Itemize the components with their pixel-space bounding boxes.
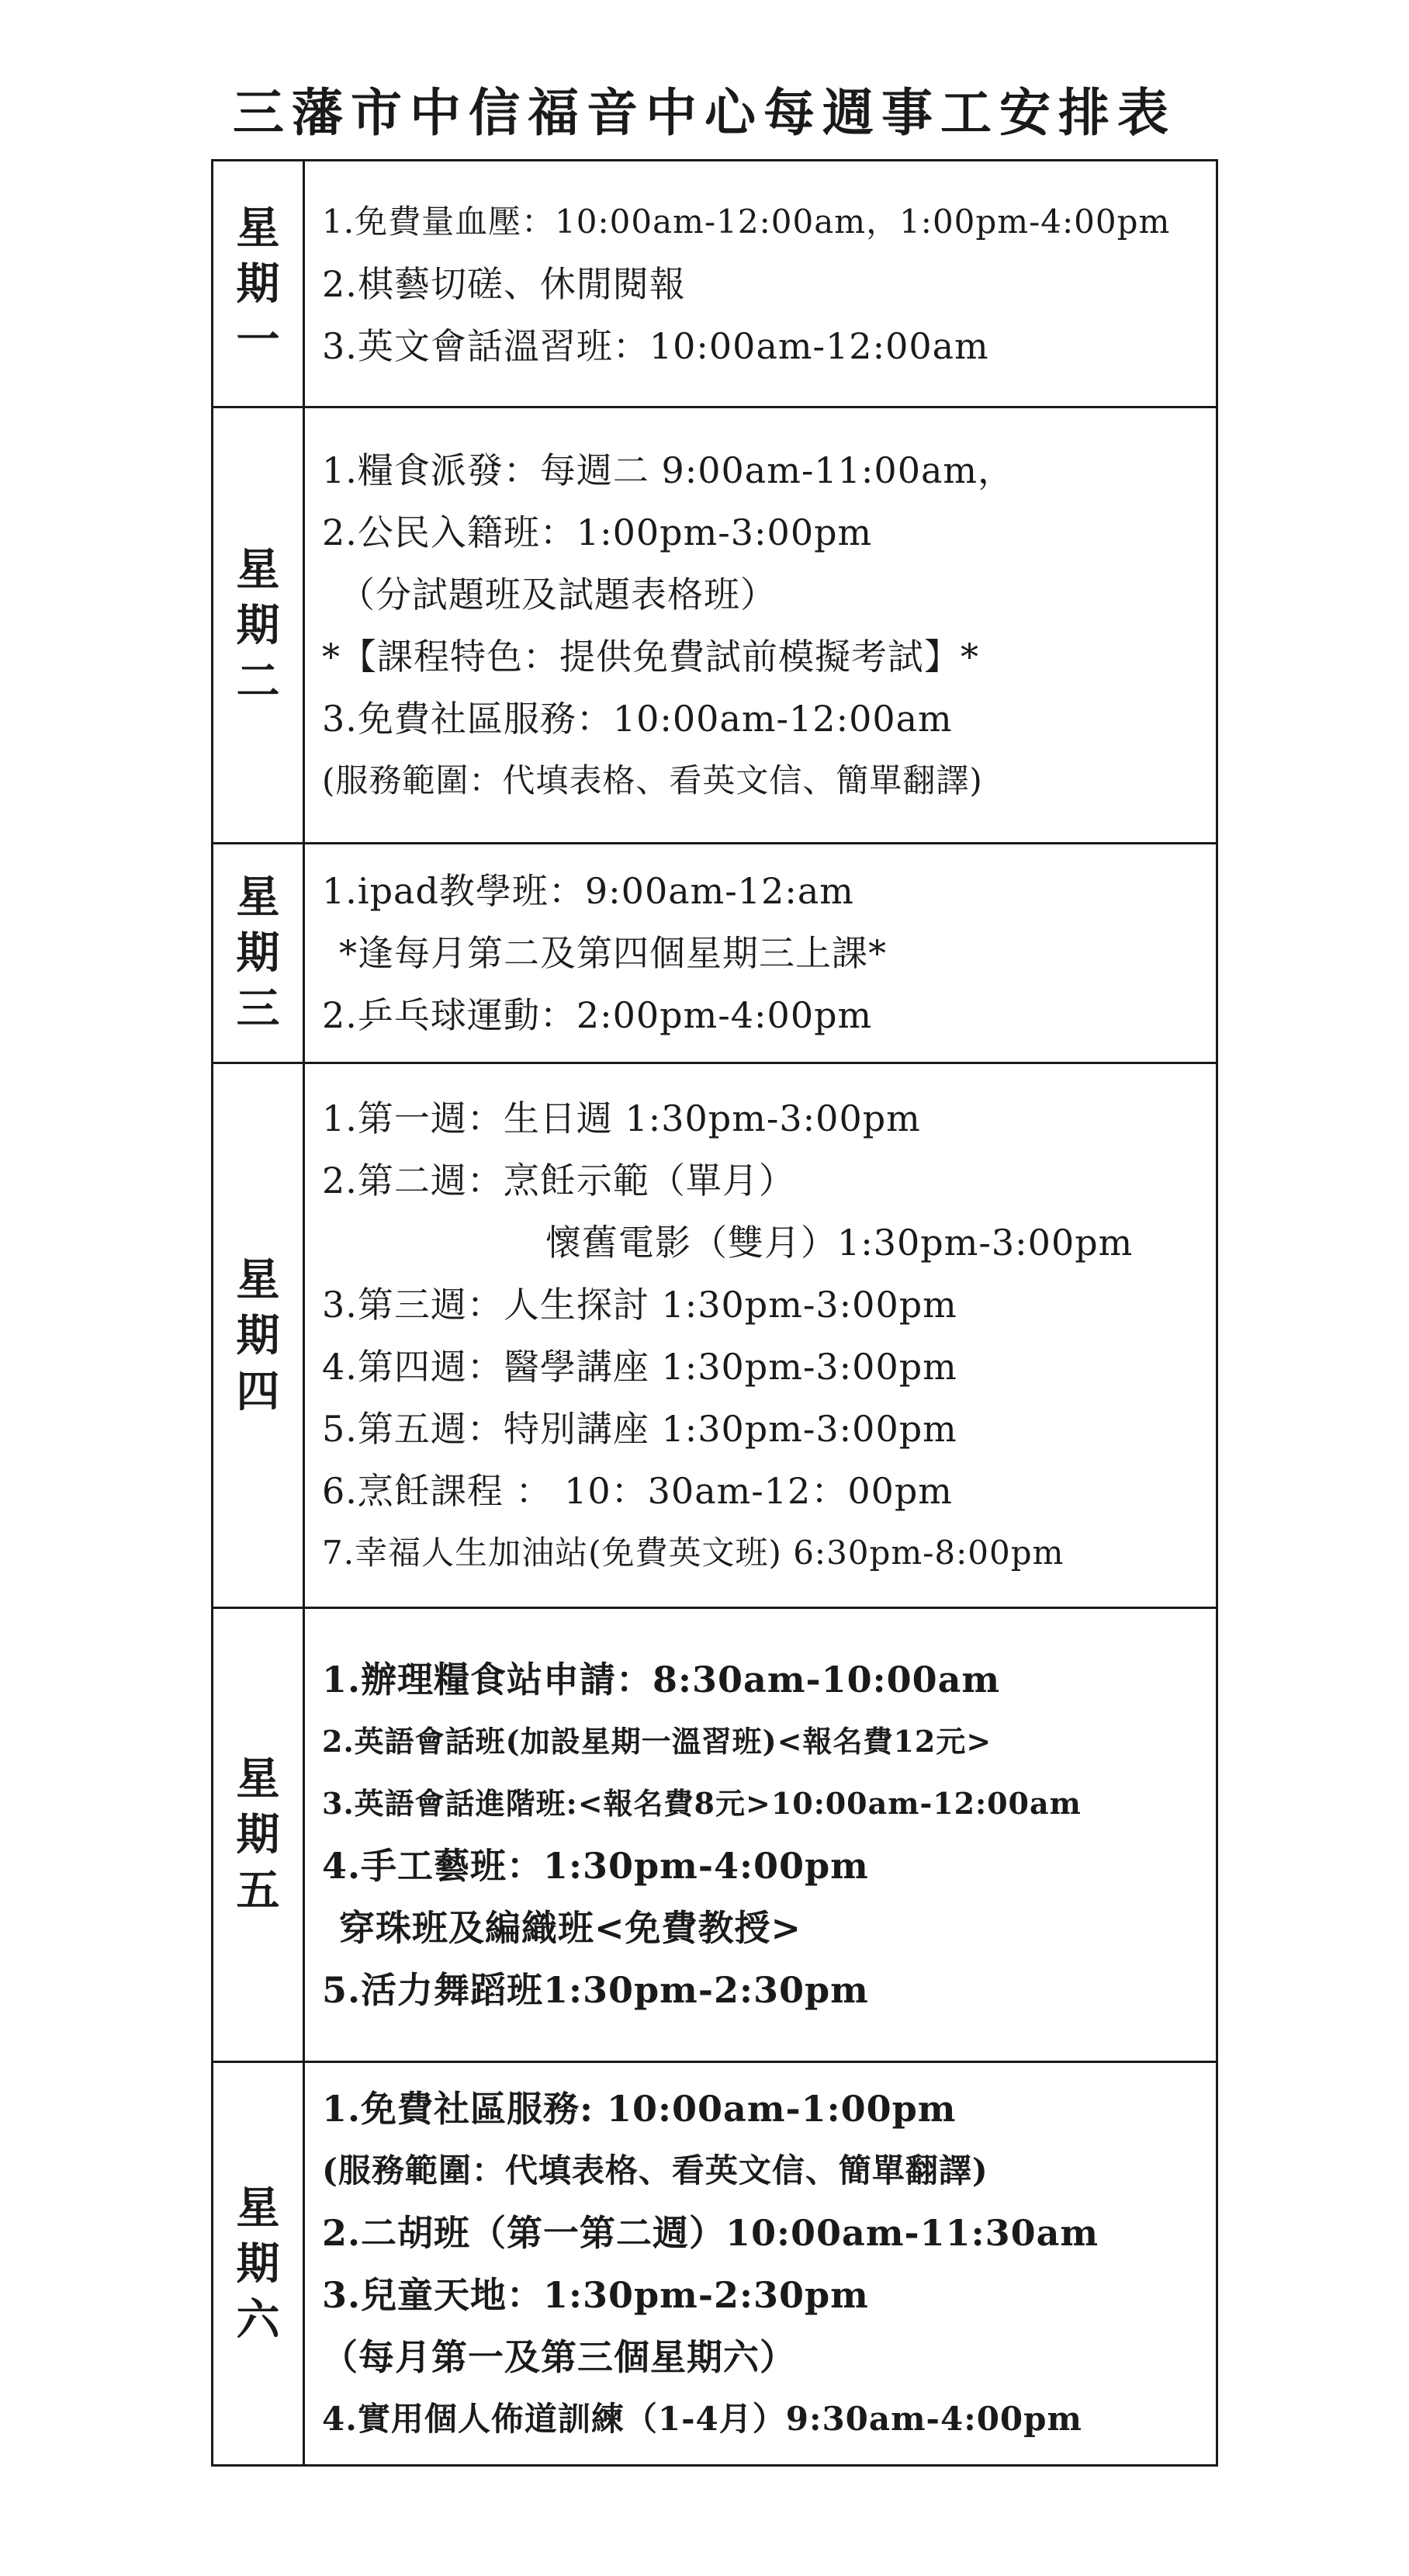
activity-line: 5.第五週：特別講座 1:30pm-3:00pm bbox=[322, 1407, 957, 1450]
day-char: 六 bbox=[236, 2293, 280, 2345]
activities-saturday bbox=[304, 2062, 1217, 2466]
day-char: 期 bbox=[236, 1309, 280, 1361]
activity-line: 2.二胡班（第一第二週）10:00am-11:30am bbox=[322, 2211, 1099, 2254]
activity-line: 7.幸福人生加油站(免費英文班) 6:30pm-8:00pm bbox=[322, 1533, 1065, 1572]
activity-line: (服務範圍：代填表格、看英文信、簡單翻譯) bbox=[322, 2151, 988, 2189]
activities-wednesday bbox=[304, 844, 1217, 1063]
activities-thursday bbox=[304, 1063, 1217, 1608]
day-label-saturday bbox=[213, 2062, 304, 2466]
activity-line: 懷舊電影（雙月）1:30pm-3:00pm bbox=[545, 1221, 1134, 1264]
day-char: 期 bbox=[236, 927, 280, 979]
schedule-row-monday bbox=[213, 161, 1217, 407]
day-char: 三 bbox=[236, 983, 280, 1035]
activity-line: 4.實用個人佈道訓練（1-4月）9:30am-4:00pm bbox=[322, 2399, 1082, 2438]
day-char: 一 bbox=[236, 314, 280, 366]
day-char: 星 bbox=[236, 202, 280, 254]
activity-line: 3.英文會話溫習班：10:00am-12:00am bbox=[322, 324, 989, 367]
activity-line: 4.手工藝班：1:30pm-4:00pm bbox=[322, 1845, 869, 1887]
activity-line: 2.公民入籍班：1:00pm-3:00pm bbox=[322, 511, 873, 553]
day-label-monday bbox=[213, 161, 304, 407]
day-char: 星 bbox=[236, 2182, 280, 2234]
activity-line: （每月第一及第三個星期六） bbox=[322, 2335, 796, 2378]
activity-line: 1.免費量血壓：10:00am-12:00am，1:00pm-4:00pm bbox=[322, 202, 1171, 241]
schedule-row-saturday bbox=[213, 2062, 1217, 2466]
activity-line: *【課程特色：提供免費試前模擬考試】* bbox=[322, 635, 979, 678]
page-title: 三藩市中信福音中心每週事工安排表 bbox=[233, 82, 1176, 143]
activity-line: 2.第二週：烹飪示範（單月） bbox=[322, 1159, 795, 1201]
schedule-row-thursday bbox=[213, 1063, 1217, 1608]
activity-line: 3.英語會話進階班:<報名費8元>10:00am-12:00am bbox=[322, 1786, 1082, 1821]
day-char: 星 bbox=[236, 872, 280, 923]
activity-line: 6.烹飪課程 ： 10：30am-12：00pm bbox=[322, 1469, 953, 1512]
day-char: 星 bbox=[236, 1253, 280, 1305]
activities-tuesday bbox=[304, 407, 1217, 844]
activity-line: 3.免費社區服務：10:00am-12:00am bbox=[322, 697, 953, 740]
day-char: 五 bbox=[236, 1865, 280, 1916]
activity-line: 3.兒童天地：1:30pm-2:30pm bbox=[322, 2273, 869, 2316]
activity-line: 2.乒乓球運動：2:00pm-4:00pm bbox=[322, 994, 873, 1036]
activities-friday bbox=[304, 1608, 1217, 2062]
activity-line: 穿珠班及編織班<免費教授> bbox=[339, 1907, 802, 1949]
activity-line: 1.糧食派發：每週二 9:00am-11:00am， bbox=[322, 449, 1015, 491]
day-label-tuesday bbox=[213, 407, 304, 844]
day-label-friday bbox=[213, 1608, 304, 2062]
schedule-row-friday bbox=[213, 1608, 1217, 2062]
activity-line: 1.ipad教學班：9:00am-12:am bbox=[322, 870, 854, 912]
day-char: 星 bbox=[236, 543, 280, 595]
activities-monday bbox=[304, 161, 1217, 407]
activity-line: 1.辦理糧食站申請：8:30am-10:00am bbox=[322, 1659, 1001, 1701]
activity-line: (服務範圍：代填表格、看英文信、簡單翻譯) bbox=[322, 761, 983, 799]
day-label-thursday bbox=[213, 1063, 304, 1608]
activity-line: 2.英語會話班(加設星期一溫習班)<報名費12元> bbox=[322, 1724, 992, 1759]
activity-line: 5.活力舞蹈班1:30pm-2:30pm bbox=[322, 1969, 869, 2011]
activity-line: 4.第四週：醫學講座 1:30pm-3:00pm bbox=[322, 1345, 957, 1388]
day-char: 期 bbox=[236, 599, 280, 651]
activity-line: （分試題班及試題表格班） bbox=[339, 573, 777, 615]
day-char: 期 bbox=[236, 2238, 280, 2290]
schedule-row-wednesday bbox=[213, 844, 1217, 1063]
day-char: 期 bbox=[236, 258, 280, 310]
day-char: 期 bbox=[236, 1809, 280, 1860]
activity-line: *逢每月第二及第四個星期三上課* bbox=[339, 932, 887, 974]
day-char: 四 bbox=[236, 1365, 280, 1417]
activity-line: 3.第三週：人生探討 1:30pm-3:00pm bbox=[322, 1283, 957, 1326]
day-char: 星 bbox=[236, 1753, 280, 1805]
day-label-wednesday bbox=[213, 844, 304, 1063]
activity-line: 2.棋藝切磋、休閒閱報 bbox=[322, 262, 686, 305]
activity-line: 1.第一週：生日週 1:30pm-3:00pm bbox=[322, 1097, 921, 1139]
activity-line: 1.免費社區服務: 10:00am-1:00pm bbox=[322, 2087, 957, 2130]
day-char: 二 bbox=[236, 655, 280, 707]
schedule-row-tuesday bbox=[213, 407, 1217, 844]
weekly-schedule-table bbox=[211, 159, 1218, 2467]
